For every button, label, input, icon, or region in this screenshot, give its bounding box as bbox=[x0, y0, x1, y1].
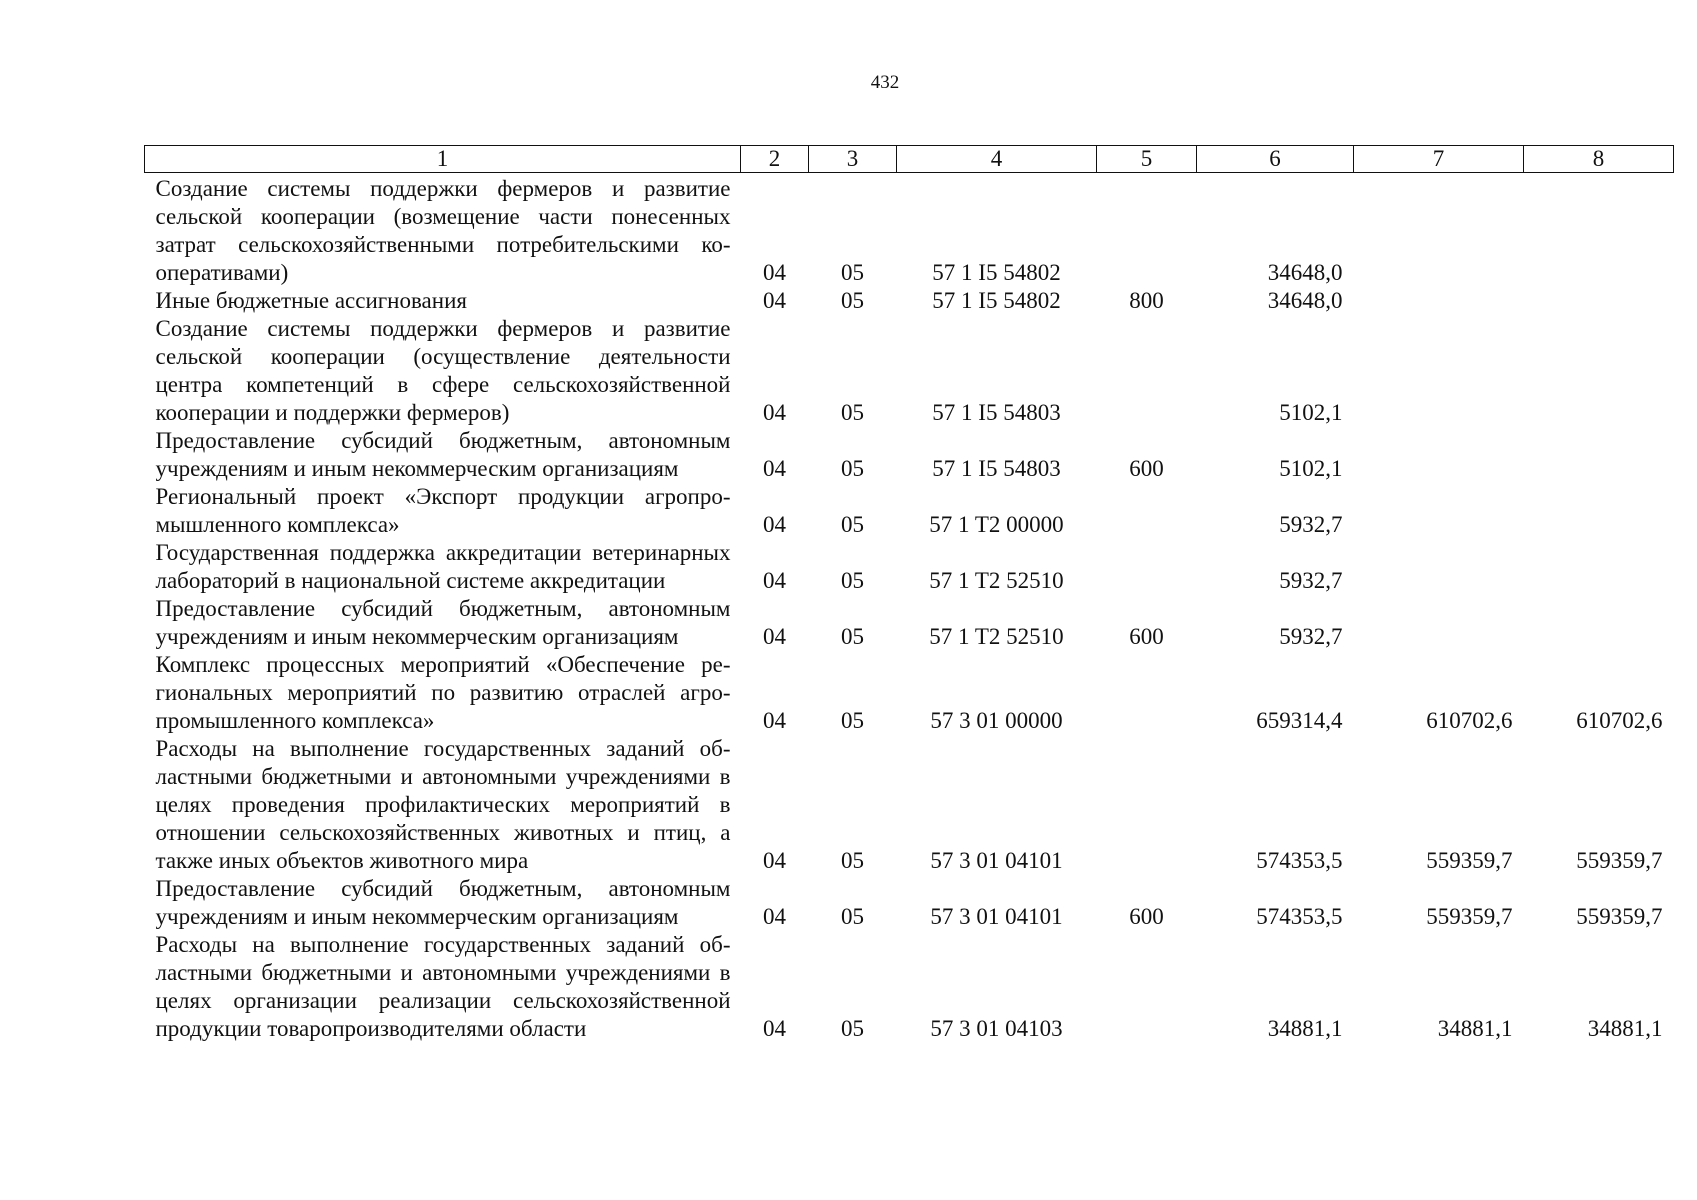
amount-col8-cell bbox=[1524, 287, 1674, 315]
section-code-cell: 04 bbox=[763, 568, 786, 593]
section-code-cell: 04 bbox=[763, 904, 786, 929]
table-row bbox=[145, 315, 1674, 427]
amount-col6-cell: 574353,5 bbox=[1256, 904, 1343, 929]
subsection-code-cell: 05 bbox=[841, 260, 864, 285]
amount-col8-cell bbox=[1524, 539, 1674, 595]
budget-table bbox=[144, 145, 1674, 1043]
expense-type-cell bbox=[1097, 931, 1197, 1043]
subsection-code-cell: 05 bbox=[841, 904, 864, 929]
expense-type-cell bbox=[1097, 735, 1197, 875]
subsection-code-cell: 05 bbox=[841, 400, 864, 425]
expense-type-cell: 600 bbox=[1129, 456, 1164, 481]
section-code-cell: 04 bbox=[763, 456, 786, 481]
table-row bbox=[145, 931, 1674, 1043]
column-header-8: 8 bbox=[1524, 146, 1674, 173]
target-article-cell: 57 1 I5 54802 bbox=[932, 260, 1061, 285]
target-article-cell: 57 1 I5 54802 bbox=[932, 288, 1061, 313]
column-header-1: 1 bbox=[145, 146, 741, 173]
amount-col7-cell bbox=[1354, 595, 1524, 651]
table-row bbox=[145, 427, 1674, 483]
target-article-cell: 57 3 01 04103 bbox=[930, 1016, 1063, 1041]
target-article-cell: 57 1 I5 54803 bbox=[932, 456, 1061, 481]
amount-col6-cell: 5932,7 bbox=[1279, 568, 1343, 593]
column-header-2: 2 bbox=[741, 146, 809, 173]
amount-col6-cell: 34648,0 bbox=[1267, 288, 1343, 313]
amount-col8-cell bbox=[1524, 595, 1674, 651]
amount-col7-cell: 34881,1 bbox=[1437, 1016, 1513, 1041]
section-code-cell: 04 bbox=[763, 288, 786, 313]
amount-col6-cell: 5102,1 bbox=[1279, 400, 1343, 425]
amount-col8-cell: 34881,1 bbox=[1587, 1016, 1663, 1041]
amount-col8-cell bbox=[1524, 427, 1674, 483]
row-name-cell: Расходы на выполнение государственных заданий областными бюджетными и автономными учреждениями в целях организации реализации сельскохозяйственной продукции товаропроизводителями области bbox=[155, 932, 731, 1041]
amount-col7-cell: 559359,7 bbox=[1426, 904, 1513, 929]
expense-type-cell: 600 bbox=[1129, 904, 1164, 929]
amount-col6-cell: 5932,7 bbox=[1279, 624, 1343, 649]
amount-col7-cell: 559359,7 bbox=[1426, 848, 1513, 873]
row-name-cell: Региональный проект «Экспорт продукции агропромышленного комплекса» bbox=[155, 484, 731, 537]
expense-type-cell bbox=[1097, 483, 1197, 539]
amount-col8-cell bbox=[1524, 173, 1674, 288]
column-header-7: 7 bbox=[1354, 146, 1524, 173]
column-header-3: 3 bbox=[809, 146, 897, 173]
amount-col7-cell bbox=[1354, 173, 1524, 288]
section-code-cell: 04 bbox=[763, 624, 786, 649]
table-row bbox=[145, 651, 1674, 735]
table-row bbox=[145, 173, 1674, 288]
target-article-cell: 57 3 01 04101 bbox=[930, 848, 1063, 873]
table-row bbox=[145, 875, 1674, 931]
expense-type-cell bbox=[1097, 173, 1197, 288]
column-header-5: 5 bbox=[1097, 146, 1197, 173]
amount-col7-cell: 610702,6 bbox=[1426, 708, 1513, 733]
subsection-code-cell: 05 bbox=[841, 456, 864, 481]
section-code-cell: 04 bbox=[763, 1016, 786, 1041]
amount-col6-cell: 34648,0 bbox=[1267, 260, 1343, 285]
expense-type-cell: 600 bbox=[1129, 624, 1164, 649]
amount-col8-cell: 559359,7 bbox=[1576, 904, 1663, 929]
section-code-cell: 04 bbox=[763, 260, 786, 285]
table-header bbox=[145, 146, 1674, 173]
table-row bbox=[145, 539, 1674, 595]
amount-col6-cell: 659314,4 bbox=[1256, 708, 1343, 733]
target-article-cell: 57 1 T2 52510 bbox=[929, 624, 1064, 649]
table-row bbox=[145, 483, 1674, 539]
section-code-cell: 04 bbox=[763, 400, 786, 425]
amount-col8-cell: 559359,7 bbox=[1576, 848, 1663, 873]
subsection-code-cell: 05 bbox=[841, 848, 864, 873]
amount-col7-cell bbox=[1354, 287, 1524, 315]
amount-col7-cell bbox=[1354, 315, 1524, 427]
amount-col6-cell: 34881,1 bbox=[1267, 1016, 1343, 1041]
expense-type-cell bbox=[1097, 539, 1197, 595]
amount-col6-cell: 5932,7 bbox=[1279, 512, 1343, 537]
amount-col8-cell: 610702,6 bbox=[1576, 708, 1663, 733]
table-row bbox=[145, 595, 1674, 651]
column-header-4: 4 bbox=[897, 146, 1097, 173]
amount-col8-cell bbox=[1524, 315, 1674, 427]
expense-type-cell bbox=[1097, 651, 1197, 735]
subsection-code-cell: 05 bbox=[841, 512, 864, 537]
column-header-6: 6 bbox=[1197, 146, 1354, 173]
header-row bbox=[145, 146, 1674, 173]
amount-col7-cell bbox=[1354, 483, 1524, 539]
row-name-cell: Предоставление субсидий бюджетным, автономным учреждениям и иным некоммерческим организациям bbox=[155, 876, 731, 929]
amount-col8-cell bbox=[1524, 483, 1674, 539]
row-name-cell: Создание системы поддержки фермеров и развитие сельской кооперации (возмещение части понесенных затрат сельскохозяйственными потребительскими кооперативами) bbox=[155, 176, 731, 285]
subsection-code-cell: 05 bbox=[841, 1016, 864, 1041]
row-name-cell: Государственная поддержка аккредитации ветеринарных лабораторий в национальной системе аккредитации bbox=[155, 540, 731, 593]
row-name-cell: Создание системы поддержки фермеров и развитие сельской кооперации (осуществление деятельности центра компетенций в сфере сельскохозяйственной кооперации и поддержки фермеров) bbox=[155, 316, 731, 425]
section-code-cell: 04 bbox=[763, 512, 786, 537]
amount-col6-cell: 5102,1 bbox=[1279, 456, 1343, 481]
row-name-cell: Иные бюджетные ассигнования bbox=[155, 288, 467, 313]
row-name-cell: Предоставление субсидий бюджетным, автономным учреждениям и иным некоммерческим организациям bbox=[155, 428, 731, 481]
table-row bbox=[145, 287, 1674, 315]
subsection-code-cell: 05 bbox=[841, 708, 864, 733]
section-code-cell: 04 bbox=[763, 848, 786, 873]
row-name-cell: Предоставление субсидий бюджетным, автономным учреждениям и иным некоммерческим организациям bbox=[155, 596, 731, 649]
row-name-cell: Расходы на выполнение государственных заданий областными бюджетными и автономными учреждениями в целях проведения профилактических мероприятий в отношении сельскохозяйственных животных и птиц, а также иных объектов животного мира bbox=[155, 736, 731, 873]
target-article-cell: 57 1 I5 54803 bbox=[932, 400, 1061, 425]
table-row bbox=[145, 735, 1674, 875]
table-body bbox=[145, 173, 1674, 1044]
amount-col7-cell bbox=[1354, 539, 1524, 595]
target-article-cell: 57 1 T2 00000 bbox=[929, 512, 1064, 537]
page-number: 432 bbox=[870, 72, 900, 93]
target-article-cell: 57 3 01 04101 bbox=[930, 904, 1063, 929]
subsection-code-cell: 05 bbox=[841, 288, 864, 313]
amount-col6-cell: 574353,5 bbox=[1256, 848, 1343, 873]
target-article-cell: 57 3 01 00000 bbox=[930, 708, 1063, 733]
row-name-cell: Комплекс процессных мероприятий «Обеспечение региональных мероприятий по развитию отраслей агропромышленного комплекса» bbox=[155, 652, 731, 733]
subsection-code-cell: 05 bbox=[841, 568, 864, 593]
target-article-cell: 57 1 T2 52510 bbox=[929, 568, 1064, 593]
amount-col7-cell bbox=[1354, 427, 1524, 483]
section-code-cell: 04 bbox=[763, 708, 786, 733]
subsection-code-cell: 05 bbox=[841, 624, 864, 649]
expense-type-cell bbox=[1097, 315, 1197, 427]
expense-type-cell: 800 bbox=[1129, 288, 1164, 313]
